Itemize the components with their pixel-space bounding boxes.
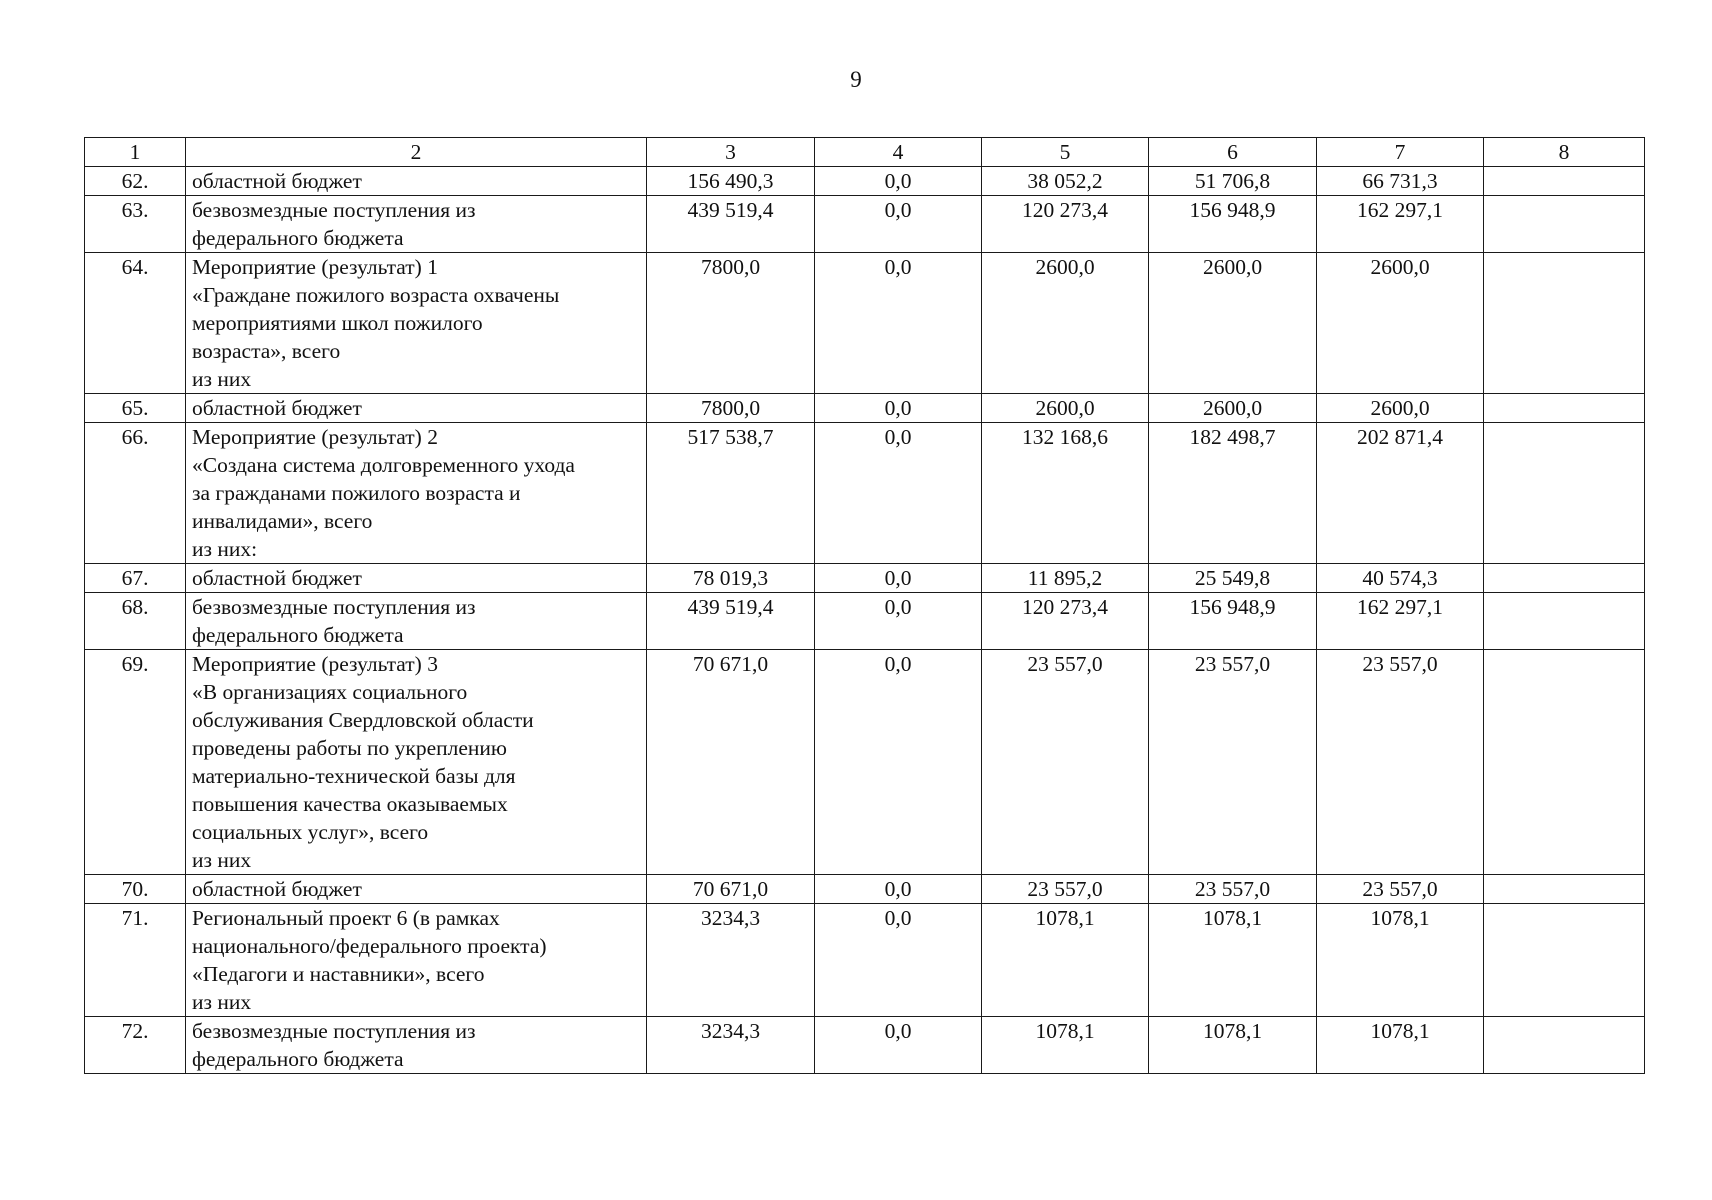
column-header: 3: [647, 138, 815, 167]
value-cell-col3: 7800,0: [647, 394, 815, 423]
value-cell-col8: [1484, 394, 1645, 423]
row-name-cell: областной бюджет: [186, 167, 647, 196]
row-number-cell: 65.: [85, 394, 186, 423]
column-header: 4: [815, 138, 982, 167]
value-cell-col7: 2600,0: [1317, 253, 1484, 394]
value-cell-col3: 70 671,0: [647, 875, 815, 904]
row-name-cell: областной бюджет: [186, 394, 647, 423]
value-cell-col4: 0,0: [815, 564, 982, 593]
value-cell-col5: 23 557,0: [982, 875, 1149, 904]
value-cell-col6: 23 557,0: [1149, 650, 1317, 875]
value-cell-col4: 0,0: [815, 1017, 982, 1074]
value-cell-col6: 23 557,0: [1149, 875, 1317, 904]
value-cell-col6: 182 498,7: [1149, 423, 1317, 564]
budget-table: [84, 137, 1645, 1074]
column-header: 7: [1317, 138, 1484, 167]
table-row: [85, 196, 1645, 253]
value-cell-col5: 1078,1: [982, 904, 1149, 1017]
page-number: 9: [850, 67, 862, 92]
row-name-cell: Региональный проект 6 (в рамках национального/федерального проекта) «Педагоги и наставники», всего из них: [186, 904, 647, 1017]
row-name-cell: Мероприятие (результат) 3 «В организациях социального обслуживания Свердловской области проведены работы по укреплению материально-технической базы для повышения качества оказываемых социальных услуг», всего из них: [186, 650, 647, 875]
value-cell-col7: 23 557,0: [1317, 875, 1484, 904]
row-number-cell: 67.: [85, 564, 186, 593]
value-cell-col5: 2600,0: [982, 394, 1149, 423]
value-cell-col3: 3234,3: [647, 904, 815, 1017]
value-cell-col3: 7800,0: [647, 253, 815, 394]
table-row: [85, 564, 1645, 593]
value-cell-col8: [1484, 564, 1645, 593]
value-cell-col7: 1078,1: [1317, 1017, 1484, 1074]
value-cell-col3: 439 519,4: [647, 196, 815, 253]
table-row: [85, 904, 1645, 1017]
value-cell-col6: 1078,1: [1149, 1017, 1317, 1074]
header-row: [85, 138, 1645, 167]
value-cell-col8: [1484, 253, 1645, 394]
value-cell-col3: 517 538,7: [647, 423, 815, 564]
value-cell-col5: 120 273,4: [982, 593, 1149, 650]
value-cell-col3: 70 671,0: [647, 650, 815, 875]
value-cell-col4: 0,0: [815, 904, 982, 1017]
row-name-cell: областной бюджет: [186, 875, 647, 904]
column-header: 5: [982, 138, 1149, 167]
row-name-cell: областной бюджет: [186, 564, 647, 593]
value-cell-col5: 132 168,6: [982, 423, 1149, 564]
table-row: [85, 423, 1645, 564]
column-header: 6: [1149, 138, 1317, 167]
value-cell-col4: 0,0: [815, 423, 982, 564]
value-cell-col3: 439 519,4: [647, 593, 815, 650]
value-cell-col5: 1078,1: [982, 1017, 1149, 1074]
column-header: 2: [186, 138, 647, 167]
value-cell-col4: 0,0: [815, 875, 982, 904]
value-cell-col3: 3234,3: [647, 1017, 815, 1074]
row-number-cell: 71.: [85, 904, 186, 1017]
value-cell-col7: 162 297,1: [1317, 593, 1484, 650]
row-name-cell: Мероприятие (результат) 1 «Граждане пожилого возраста охвачены мероприятиями школ пожилого возраста», всего из них: [186, 253, 647, 394]
value-cell-col4: 0,0: [815, 394, 982, 423]
value-cell-col7: 202 871,4: [1317, 423, 1484, 564]
value-cell-col5: 2600,0: [982, 253, 1149, 394]
value-cell-col3: 156 490,3: [647, 167, 815, 196]
value-cell-col6: 1078,1: [1149, 904, 1317, 1017]
value-cell-col3: 78 019,3: [647, 564, 815, 593]
value-cell-col8: [1484, 196, 1645, 253]
value-cell-col4: 0,0: [815, 650, 982, 875]
value-cell-col4: 0,0: [815, 196, 982, 253]
row-name-cell: Мероприятие (результат) 2 «Создана система долговременного ухода за гражданами пожилого возраста и инвалидами», всего из них:: [186, 423, 647, 564]
table-row: [85, 253, 1645, 394]
value-cell-col5: 38 052,2: [982, 167, 1149, 196]
table-row: [85, 1017, 1645, 1074]
value-cell-col5: 23 557,0: [982, 650, 1149, 875]
value-cell-col5: 120 273,4: [982, 196, 1149, 253]
value-cell-col6: 2600,0: [1149, 253, 1317, 394]
row-name-cell: безвозмездные поступления из федерального бюджета: [186, 196, 647, 253]
value-cell-col8: [1484, 423, 1645, 564]
value-cell-col6: 25 549,8: [1149, 564, 1317, 593]
value-cell-col7: 162 297,1: [1317, 196, 1484, 253]
row-number-cell: 64.: [85, 253, 186, 394]
row-number-cell: 63.: [85, 196, 186, 253]
value-cell-col7: 2600,0: [1317, 394, 1484, 423]
value-cell-col7: 66 731,3: [1317, 167, 1484, 196]
value-cell-col4: 0,0: [815, 167, 982, 196]
table-row: [85, 650, 1645, 875]
value-cell-col8: [1484, 650, 1645, 875]
row-number-cell: 72.: [85, 1017, 186, 1074]
table-row: [85, 394, 1645, 423]
value-cell-col8: [1484, 875, 1645, 904]
value-cell-col8: [1484, 904, 1645, 1017]
value-cell-col6: 156 948,9: [1149, 196, 1317, 253]
row-number-cell: 66.: [85, 423, 186, 564]
value-cell-col7: 40 574,3: [1317, 564, 1484, 593]
value-cell-col8: [1484, 593, 1645, 650]
table-row: [85, 167, 1645, 196]
value-cell-col8: [1484, 1017, 1645, 1074]
value-cell-col4: 0,0: [815, 253, 982, 394]
column-header: 8: [1484, 138, 1645, 167]
value-cell-col6: 2600,0: [1149, 394, 1317, 423]
row-name-cell: безвозмездные поступления из федерального бюджета: [186, 593, 647, 650]
row-name-cell: безвозмездные поступления из федерального бюджета: [186, 1017, 647, 1074]
row-number-cell: 68.: [85, 593, 186, 650]
value-cell-col6: 156 948,9: [1149, 593, 1317, 650]
table-row: [85, 593, 1645, 650]
table-row: [85, 875, 1645, 904]
value-cell-col8: [1484, 167, 1645, 196]
value-cell-col5: 11 895,2: [982, 564, 1149, 593]
value-cell-col7: 1078,1: [1317, 904, 1484, 1017]
column-header: 1: [85, 138, 186, 167]
row-number-cell: 70.: [85, 875, 186, 904]
row-number-cell: 69.: [85, 650, 186, 875]
row-number-cell: 62.: [85, 167, 186, 196]
value-cell-col7: 23 557,0: [1317, 650, 1484, 875]
value-cell-col4: 0,0: [815, 593, 982, 650]
value-cell-col6: 51 706,8: [1149, 167, 1317, 196]
